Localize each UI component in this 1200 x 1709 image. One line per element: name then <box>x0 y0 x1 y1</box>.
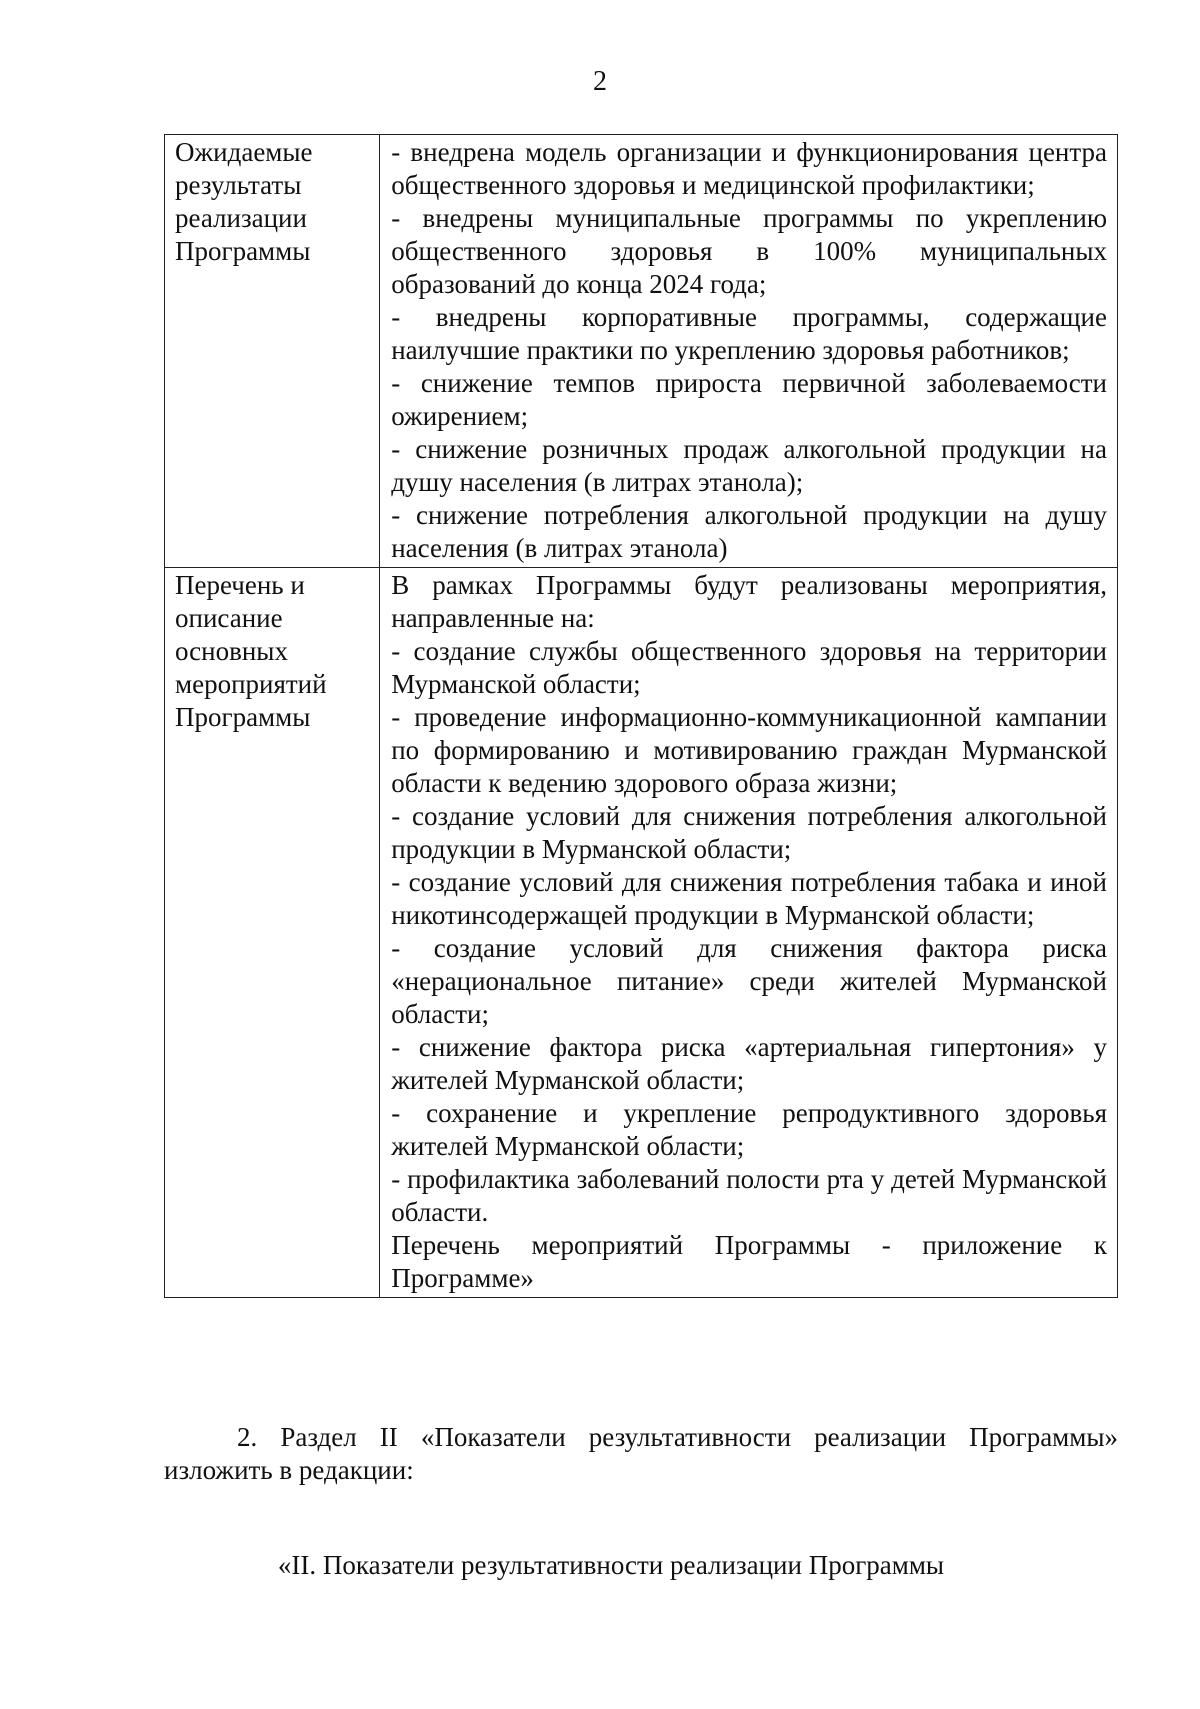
list-item: - внедрены муниципальные программы по укреплению общественного здоровья в 100% муниципальных образований до конца 2024 года; <box>391 203 1107 299</box>
list-item: - проведение информационно-коммуникационной кампании по формированию и мотивированию граждан Мурманской области к ведению здорового образа жизни; <box>391 702 1107 798</box>
label-line: Программы <box>175 236 311 266</box>
list-item: - сохранение и укрепление репродуктивного здоровья жителей Мурманской области; <box>391 1098 1107 1161</box>
program-passport-table <box>164 134 1118 1298</box>
activities-content <box>380 568 1118 1298</box>
label-line: Программы <box>175 702 311 732</box>
list-item: - снижение фактора риска «артериальная гипертония» у жителей Мурманской области; <box>391 1032 1107 1095</box>
label-line: описание <box>175 603 283 633</box>
label-line: мероприятий <box>175 669 327 699</box>
section-heading: «II. Показатели результативности реализации Программы <box>277 1550 945 1580</box>
label-line: результаты <box>175 170 302 200</box>
section-amendment-paragraph: 2. Раздел II «Показатели результативности реализации Программы» изложить в редакции: <box>164 1422 1118 1485</box>
activities-label <box>165 568 380 1298</box>
list-item: - создание условий для снижения фактора риска «нерациональное питание» среди жителей Мурманской области; <box>391 933 1107 1029</box>
table-row-activities <box>165 568 1118 1298</box>
list-item: - снижение темпов прироста первичной заболеваемости ожирением; <box>391 368 1107 431</box>
list-item: - создание условий для снижения потребления алкогольной продукции в Мурманской области; <box>391 801 1107 864</box>
list-item: - внедрены корпоративные программы, содержащие наилучшие практики по укреплению здоровья работников; <box>391 302 1107 365</box>
list-item: - снижение розничных продаж алкогольной продукции на душу населения (в литрах этанола); <box>391 434 1107 497</box>
label-line: Перечень и <box>175 570 305 600</box>
list-item: - создание службы общественного здоровья на территории Мурманской области; <box>391 636 1107 699</box>
table-row-expected-results <box>165 135 1118 568</box>
label-line: реализации <box>175 203 307 233</box>
list-item: Перечень мероприятий Программы - приложение к Программе» <box>391 1230 1107 1293</box>
list-item: - профилактика заболеваний полости рта у детей Мурманской области. <box>391 1164 1107 1227</box>
list-item: - внедрена модель организации и функционирования центра общественного здоровья и медицинской профилактики; <box>391 137 1107 200</box>
list-item: - создание условий для снижения потребления табака и иной никотинсодержащей продукции в Мурманской области; <box>391 867 1107 930</box>
label-line: основных <box>175 636 288 666</box>
list-item: - снижение потребления алкогольной продукции на душу населения (в литрах этанола) <box>391 500 1107 563</box>
expected-results-label <box>165 135 380 568</box>
page-number: 2 <box>593 66 607 97</box>
list-item: В рамках Программы будут реализованы мероприятия, направленные на: <box>391 570 1107 633</box>
label-line: Ожидаемые <box>175 137 313 167</box>
expected-results-content <box>380 135 1118 568</box>
